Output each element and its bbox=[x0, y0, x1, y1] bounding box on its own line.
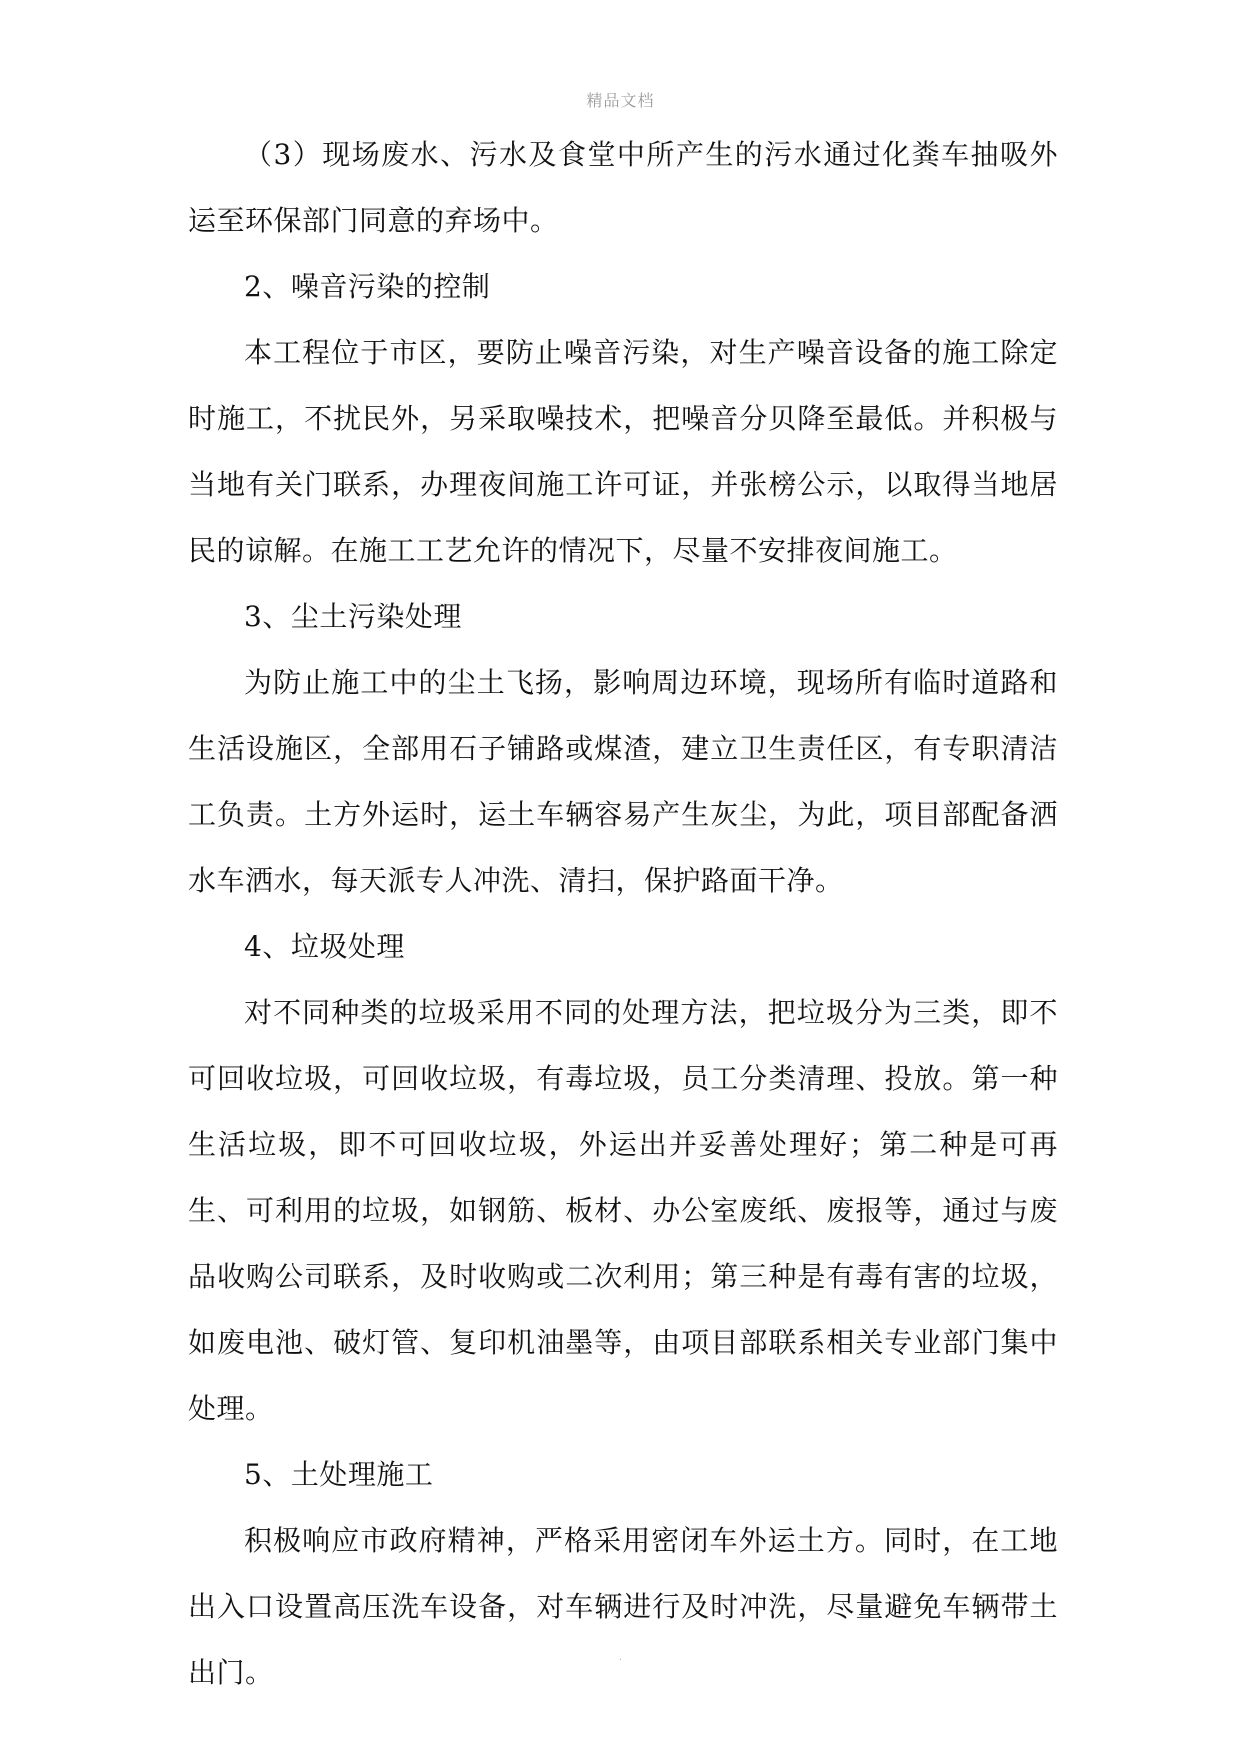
page-footer-mark: . bbox=[618, 1652, 623, 1663]
paragraph-soil: 积极响应市政府精神，严格采用密闭车外运土方。同时，在工地出入口设置高压洗车设备，对车辆进行及时冲洗，尽量避免车辆带土出门。 bbox=[188, 1524, 1058, 1689]
page-header: 精品文档 bbox=[586, 91, 655, 110]
section-heading-noise: 2、噪音污染的控制 bbox=[244, 270, 491, 303]
section-heading-garbage: 4、垃圾处理 bbox=[244, 930, 405, 963]
document-body bbox=[188, 122, 1058, 1706]
paragraph-dust: 为防止施工中的尘土飞扬，影响周边环境，现场所有临时道路和生活设施区，全部用石子铺路或煤渣，建立卫生责任区，有专职清洁工负责。土方外运时，运土车辆容易产生灰尘，为此，项目部配备洒水车洒水，每天派专人冲洗、清扫，保护路面干净。 bbox=[188, 666, 1058, 897]
paragraph-noise: 本工程位于市区，要防止噪音污染，对生产噪音设备的施工除定时施工，不扰民外，另采取噪技术，把噪音分贝降至最低。并积极与当地有关门联系，办理夜间施工许可证，并张榜公示，以取得当地居民的谅解。在施工工艺允许的情况下，尽量不安排夜间施工。 bbox=[188, 336, 1058, 567]
paragraph-wastewater: （3）现场废水、污水及食堂中所产生的污水通过化粪车抽吸外运至环保部门同意的弃场中。 bbox=[188, 138, 1058, 237]
paragraph-garbage: 对不同种类的垃圾采用不同的处理方法，把垃圾分为三类，即不可回收垃圾，可回收垃圾，有毒垃圾，员工分类清理、投放。第一种生活垃圾，即不可回收垃圾，外运出并妥善处理好；第二种是可再生、可利用的垃圾，如钢筋、板材、办公室废纸、废报等，通过与废品收购公司联系，及时收购或二次利用；第三种是有毒有害的垃圾，如废电池、破灯管、复印机油墨等，由项目部联系相关专业部门集中处理。 bbox=[188, 996, 1058, 1425]
section-heading-soil: 5、土处理施工 bbox=[244, 1458, 434, 1491]
section-heading-dust: 3、尘土污染处理 bbox=[244, 600, 462, 633]
